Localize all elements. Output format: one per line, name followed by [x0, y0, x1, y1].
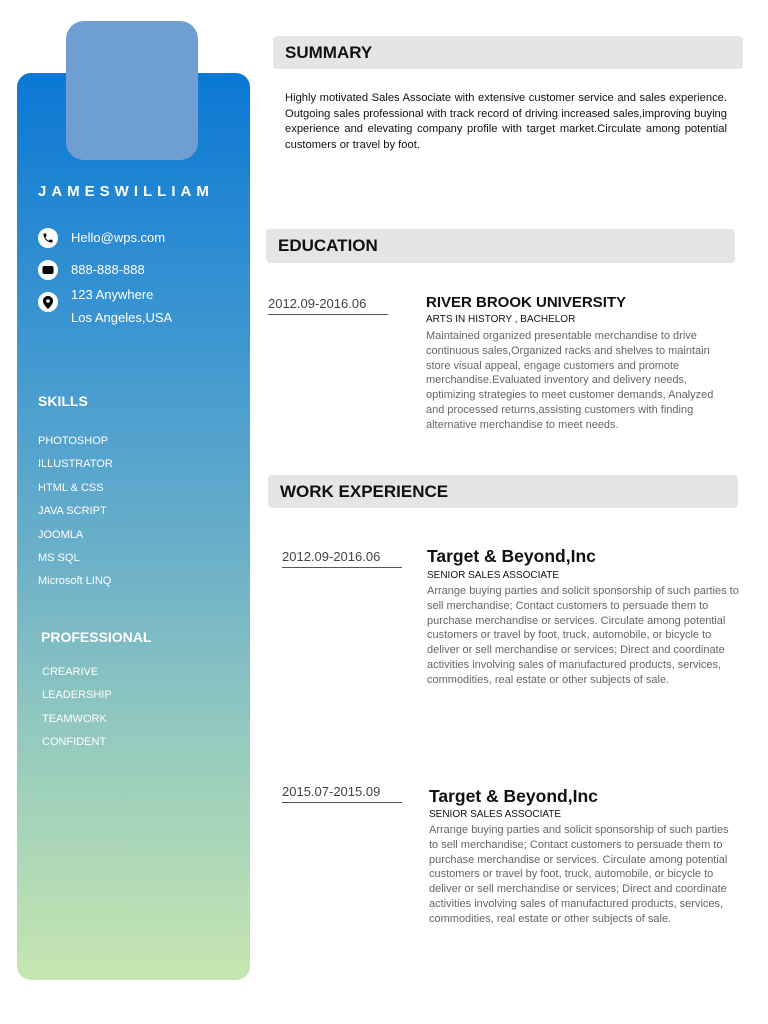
skill-item: PHOTOSHOP [38, 435, 109, 447]
skills-list [38, 434, 113, 598]
address-line2-row [71, 308, 172, 328]
education-school: RIVER BROOK UNIVERSITY [426, 294, 627, 311]
location-pin-icon [38, 292, 58, 312]
work-description: Arrange buying parties and solicit sponsorship of such parties to sell merchandise; Contact customers to persuade them to purchase merchandise or services. Circulate among potential customers or travel by foot, truck, automobile, or bicycle to deliver or sell merchandise or services; Direct and coordinate activities involving sales of manufactured products, services, commodities, real estate or other subjects of sale. [429, 824, 729, 925]
skill-item: HTML & CSS [38, 481, 104, 494]
work-company: Target & Beyond,Inc [427, 546, 596, 566]
work-date: 2012.09-2016.06 [282, 549, 402, 568]
work-position: SENIOR SALES ASSOCIATE [427, 570, 560, 581]
education-date: 2012.09-2016.06 [268, 296, 388, 315]
phone-icon [38, 228, 58, 248]
skill-item: Microsoft LINQ [38, 575, 112, 588]
professional-title: PROFESSIONAL [41, 629, 152, 645]
professional-item: CONFIDENT [42, 736, 107, 749]
skill-item: JOOMLA [38, 528, 84, 541]
education-description: Maintained organized presentable merchandise to drive continuous sales,Organized racks and shelves to maintain store visual appeal, engage customers and promote merchandise.Evaluated inventory and delivery needs, optimizing strategies to meet customer demands, Analyzed and processed returns,assisting customers with finding alternative merchandise to meet needs. [426, 330, 714, 431]
summary-title: SUMMARY [285, 42, 373, 62]
address-line2: Los Angeles,USA [71, 310, 173, 325]
contact-phone [38, 260, 145, 280]
candidate-name: JAMESWILLIAM [38, 183, 214, 200]
education-header [266, 229, 735, 263]
contact-email [38, 228, 165, 248]
skill-item: ILLUSTRATOR [38, 458, 113, 471]
address-line1: 123 Anywhere [71, 287, 154, 302]
skill-item: JAVA SCRIPT [38, 505, 107, 518]
summary-header [273, 36, 743, 69]
work-description: Arrange buying parties and solicit sponsorship of such parties to sell merchandise; Contact customers to persuade them to purchase merchandise or services. Circulate among potential customers or travel by foot, truck, automobile, or bicycle to deliver or sell merchandise or services; Direct and coordinate activities involving sales of manufactured products, services, commodities, real estate or other subjects of sale. [427, 585, 739, 686]
profile-photo [66, 21, 198, 160]
education-title: EDUCATION [278, 236, 378, 255]
phone-text: 888-888-888 [71, 262, 145, 277]
skill-item: MS SQL [38, 551, 80, 564]
professional-list [42, 665, 112, 759]
professional-item: CREARIVE [42, 666, 99, 678]
work-date: 2015.07-2015.09 [282, 784, 402, 803]
skills-title: SKILLS [38, 393, 88, 409]
email-icon [38, 260, 58, 280]
email-text: Hello@wps.com [71, 230, 166, 245]
education-degree: ARTS IN HISTORY , BACHELOR [426, 314, 576, 325]
work-title: WORK EXPERIENCE [280, 481, 449, 501]
professional-item: LEADERSHIP [42, 689, 112, 702]
professional-item: TEAMWORK [42, 712, 107, 725]
summary-text: Highly motivated Sales Associate with extensive customer service and sales experience. Outgoing sales professional with track record of driving increased sales,improving buying experience and elevating company profile with target market.Circulate among potential customers or travel by foot. [285, 92, 727, 151]
work-header [268, 475, 738, 508]
work-position: SENIOR SALES ASSOCIATE [429, 809, 562, 820]
work-company: Target & Beyond,Inc [429, 786, 598, 806]
